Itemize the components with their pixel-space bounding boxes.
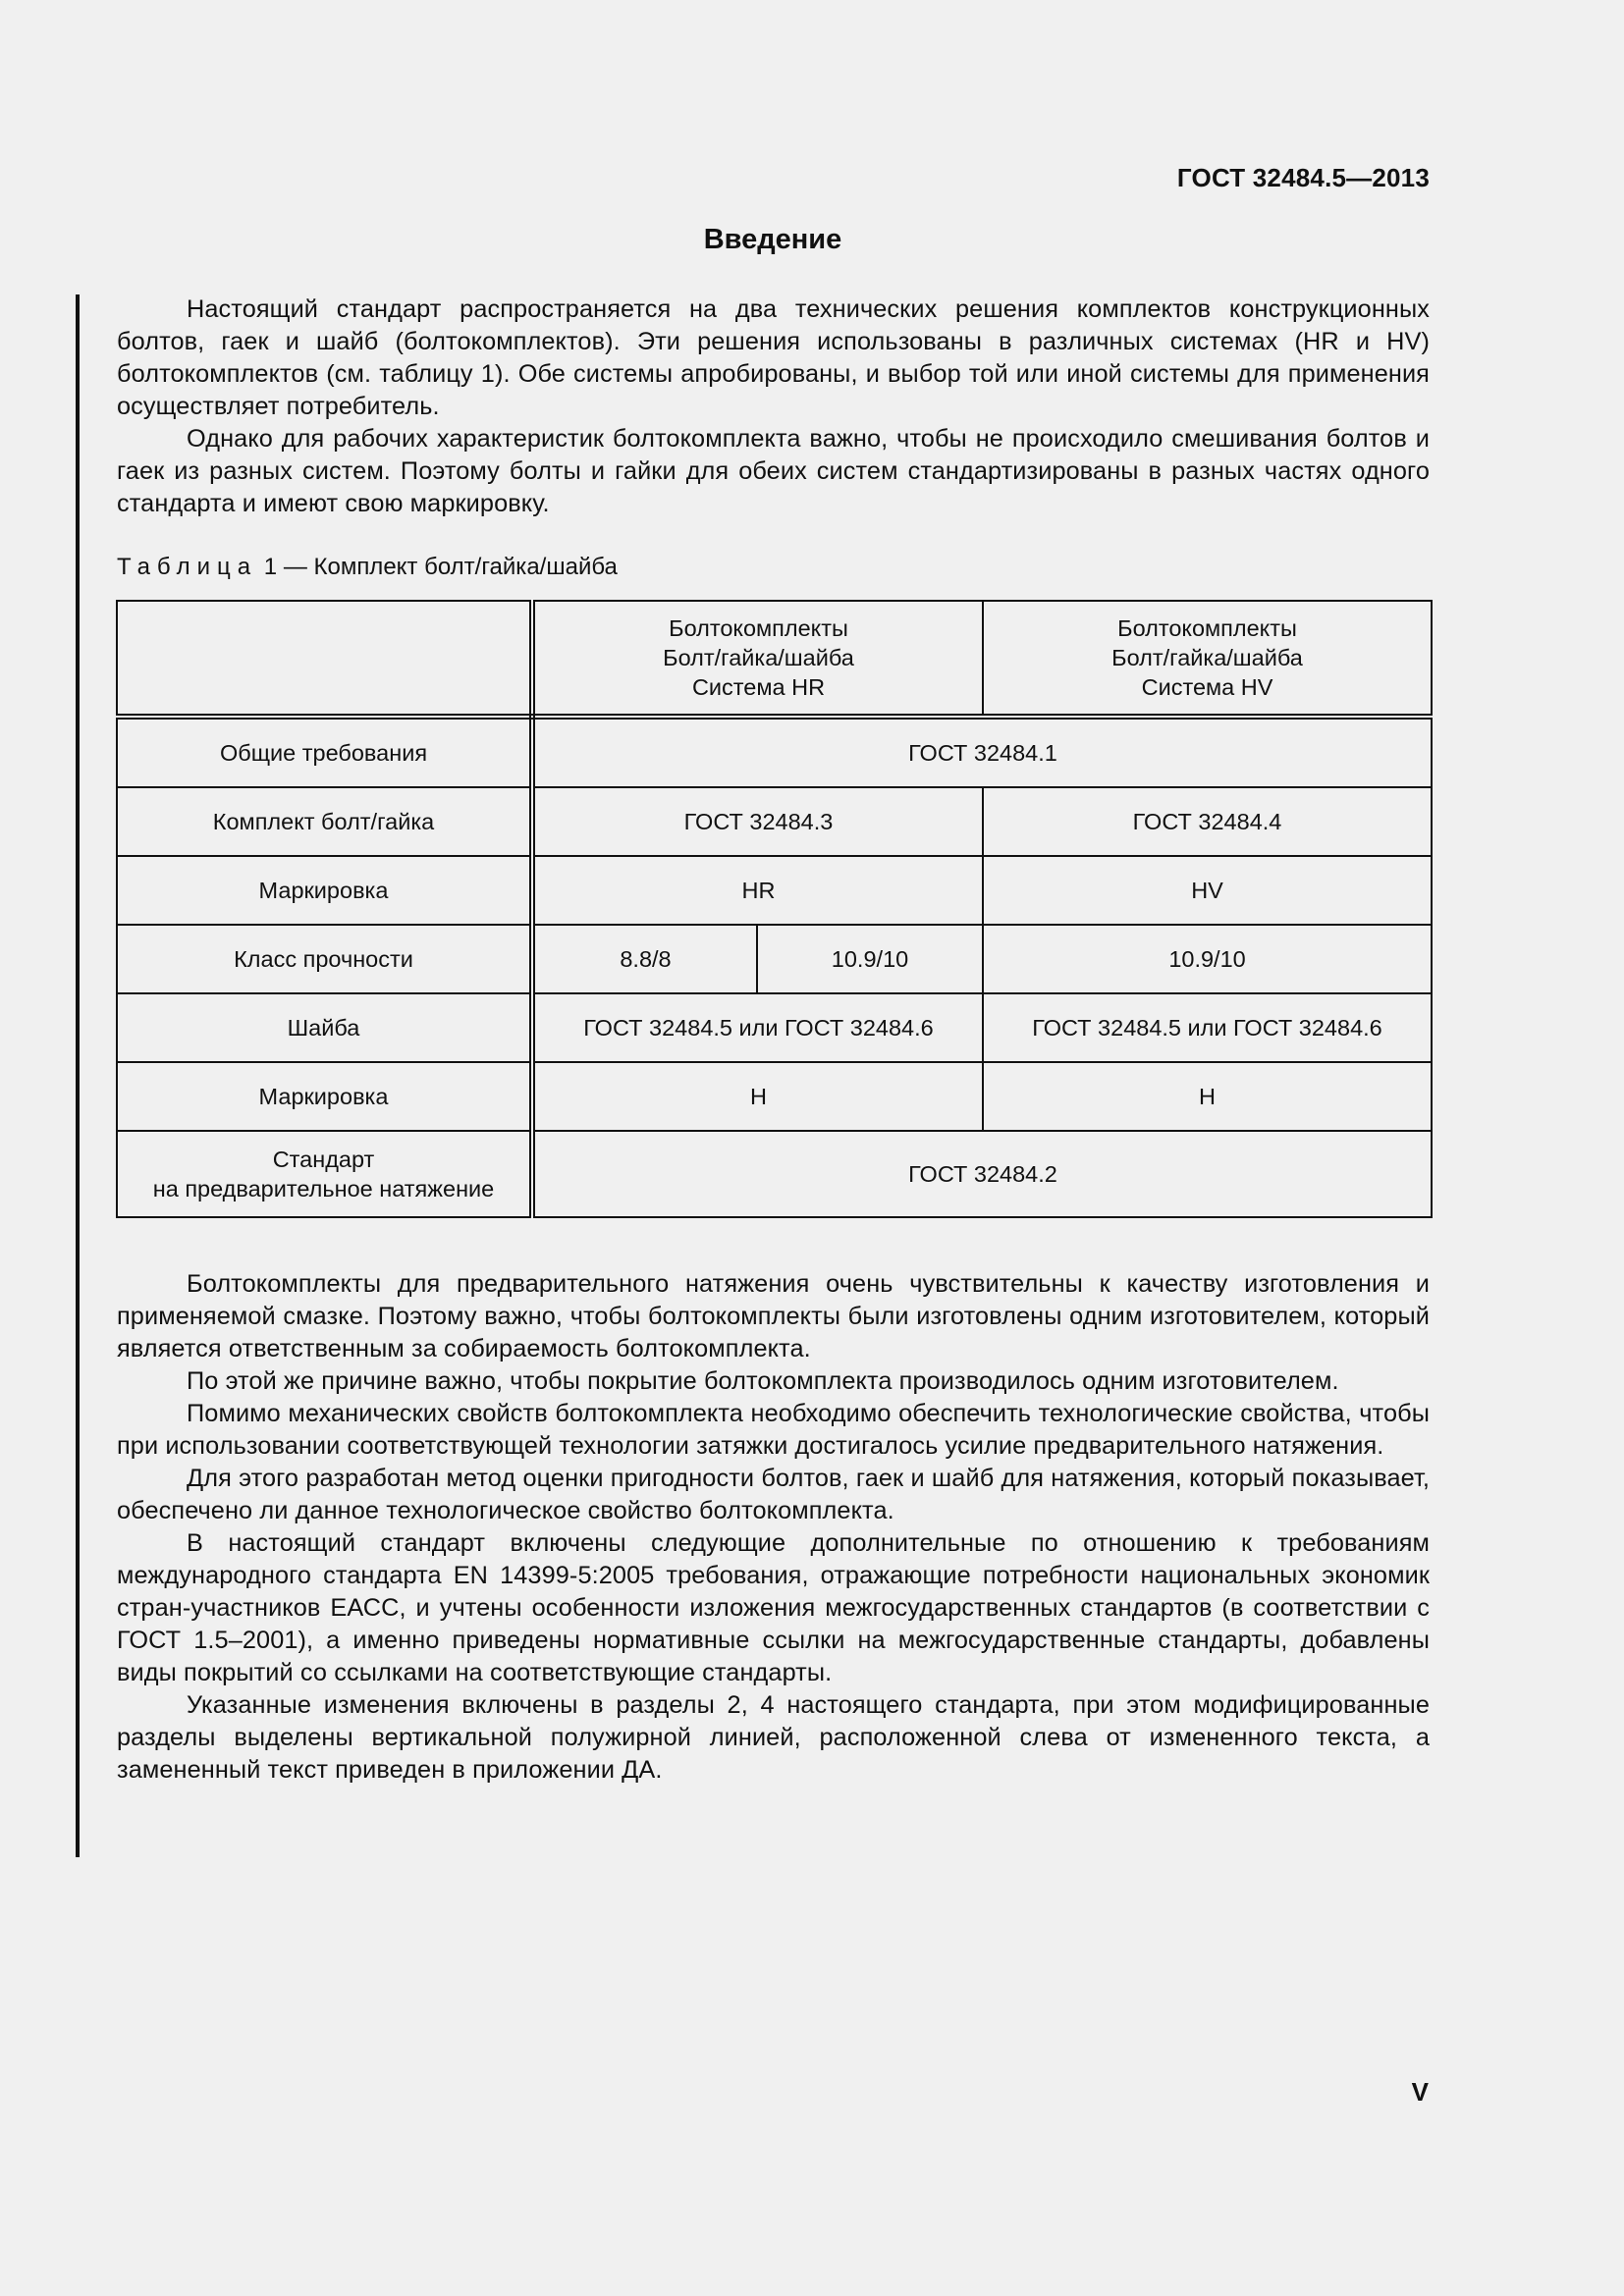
cell-hv: HV <box>983 856 1432 925</box>
header-hr-line: Система HR <box>691 674 826 700</box>
row-label: Общие требования <box>117 717 532 787</box>
row-label-line: Стандарт <box>272 1147 375 1172</box>
row-label: Класс прочности <box>117 925 532 993</box>
table-row <box>117 787 1432 856</box>
cell-hv: H <box>983 1062 1432 1131</box>
table-row <box>117 717 1432 787</box>
body-paragraph: В настоящий стандарт включены следующие дополнительные по отношению к требованиям международного стандарта EN 14399-5:2005 требования, отражающие потребности национальных экономик стран-участников ЕАСС, и учтены особенности изложения межгосударственных стандартов (в соответствии с ГОСТ 1.5–2001), а именно приведены нормативные ссылки на межгосударственные стандарты, добавлены виды покрытий со ссылками на соответствующие стандарты. <box>117 1529 1430 1686</box>
cell-hr-b: 10.9/10 <box>757 925 983 993</box>
body-paragraph: Помимо механических свойств болтокомплекта необходимо обеспечить технологические свойства, чтобы при использовании соответствующей технологии затяжки достигалось усилие предварительного натяжения. <box>117 1400 1430 1460</box>
row-label: Шайба <box>117 993 532 1062</box>
table-row <box>117 993 1432 1062</box>
cell-hv: ГОСТ 32484.4 <box>983 787 1432 856</box>
header-hr-line: Болт/гайка/шайба <box>663 645 854 670</box>
intro-paragraph: Настоящий стандарт распространяется на два технических решения комплектов конструкционных болтов, гаек и шайб (болтокомплектов). Эти решения использованы в различных системах (HR и HV) болтокомплектов (см. таблицу 1). Обе системы апробированы, и выбор той или иной системы для применения осуществляет потребитель. <box>117 295 1430 420</box>
header-hv-line: Болт/гайка/шайба <box>1111 645 1303 670</box>
table-caption <box>117 554 618 581</box>
cell-hr-a: 8.8/8 <box>532 925 757 993</box>
body-paragraph: Болтокомплекты для предварительного натяжения очень чувствительны к качеству изготовления и применяемой смазке. Поэтому важно, чтобы болтокомплекты были изготовлены одним изготовителем, который является ответственным за собираемость болтокомплекта. <box>117 1270 1430 1362</box>
row-label <box>117 1131 532 1217</box>
header-hv-line: Система HV <box>1141 674 1273 700</box>
table-caption-number: 1 <box>263 554 278 580</box>
body-paragraph: По этой же причине важно, чтобы покрытие болтокомплекта производилось одним изготовителем. <box>187 1367 1339 1395</box>
header-hr-line: Болтокомплекты <box>669 615 848 641</box>
table-caption-title: Комплект болт/гайка/шайба <box>313 554 618 580</box>
cell-hv: ГОСТ 32484.5 или ГОСТ 32484.6 <box>983 993 1432 1062</box>
table-caption-sep: — <box>283 554 307 580</box>
table-caption-label: Таблица <box>117 554 258 580</box>
intro-text <box>117 294 1430 520</box>
table-row <box>117 1062 1432 1131</box>
table-header-hv <box>983 601 1432 717</box>
cell-hr: H <box>532 1062 983 1131</box>
page-number: V <box>1411 2077 1429 2107</box>
intro-paragraph: Однако для рабочих характеристик болтокомплекта важно, чтобы не происходило смешивания болтов и гаек из разных систем. Поэтому болты и гайки для обеих систем стандартизированы в разных частях одного стандарта и имеют свою маркировку. <box>117 425 1430 517</box>
header-hv-line: Болтокомплекты <box>1117 615 1297 641</box>
table-row <box>117 925 1432 993</box>
cell-hr: ГОСТ 32484.3 <box>532 787 983 856</box>
row-label-line: на предварительное натяжение <box>152 1176 495 1201</box>
document-code: ГОСТ 32484.5—2013 <box>1176 163 1430 192</box>
change-bar <box>76 294 80 1857</box>
body-text <box>117 1268 1430 1787</box>
row-label: Маркировка <box>117 1062 532 1131</box>
spec-table <box>116 600 1433 1218</box>
cell-hr: HR <box>532 856 983 925</box>
cell-value: ГОСТ 32484.1 <box>532 717 1432 787</box>
table-row <box>117 1131 1432 1217</box>
body-paragraph: Указанные изменения включены в разделы 2, 4 настоящего стандарта, при этом модифицированные разделы выделены вертикальной полужирной линией, расположенной слева от измененного текста, а замененный текст приведен в приложении ДА. <box>117 1691 1430 1784</box>
table-row <box>117 856 1432 925</box>
cell-hv: 10.9/10 <box>983 925 1432 993</box>
row-label: Маркировка <box>117 856 532 925</box>
page-title: Введение <box>703 224 842 255</box>
table-header-hr <box>532 601 983 717</box>
cell-value: ГОСТ 32484.2 <box>532 1131 1432 1217</box>
cell-hr: ГОСТ 32484.5 или ГОСТ 32484.6 <box>532 993 983 1062</box>
table-header-empty <box>117 601 532 717</box>
table-header-row <box>117 601 1432 717</box>
body-paragraph: Для этого разработан метод оценки пригодности болтов, гаек и шайб для натяжения, который показывает, обеспечено ли данное технологическое свойство болтокомплекта. <box>117 1465 1430 1524</box>
row-label: Комплект болт/гайка <box>117 787 532 856</box>
